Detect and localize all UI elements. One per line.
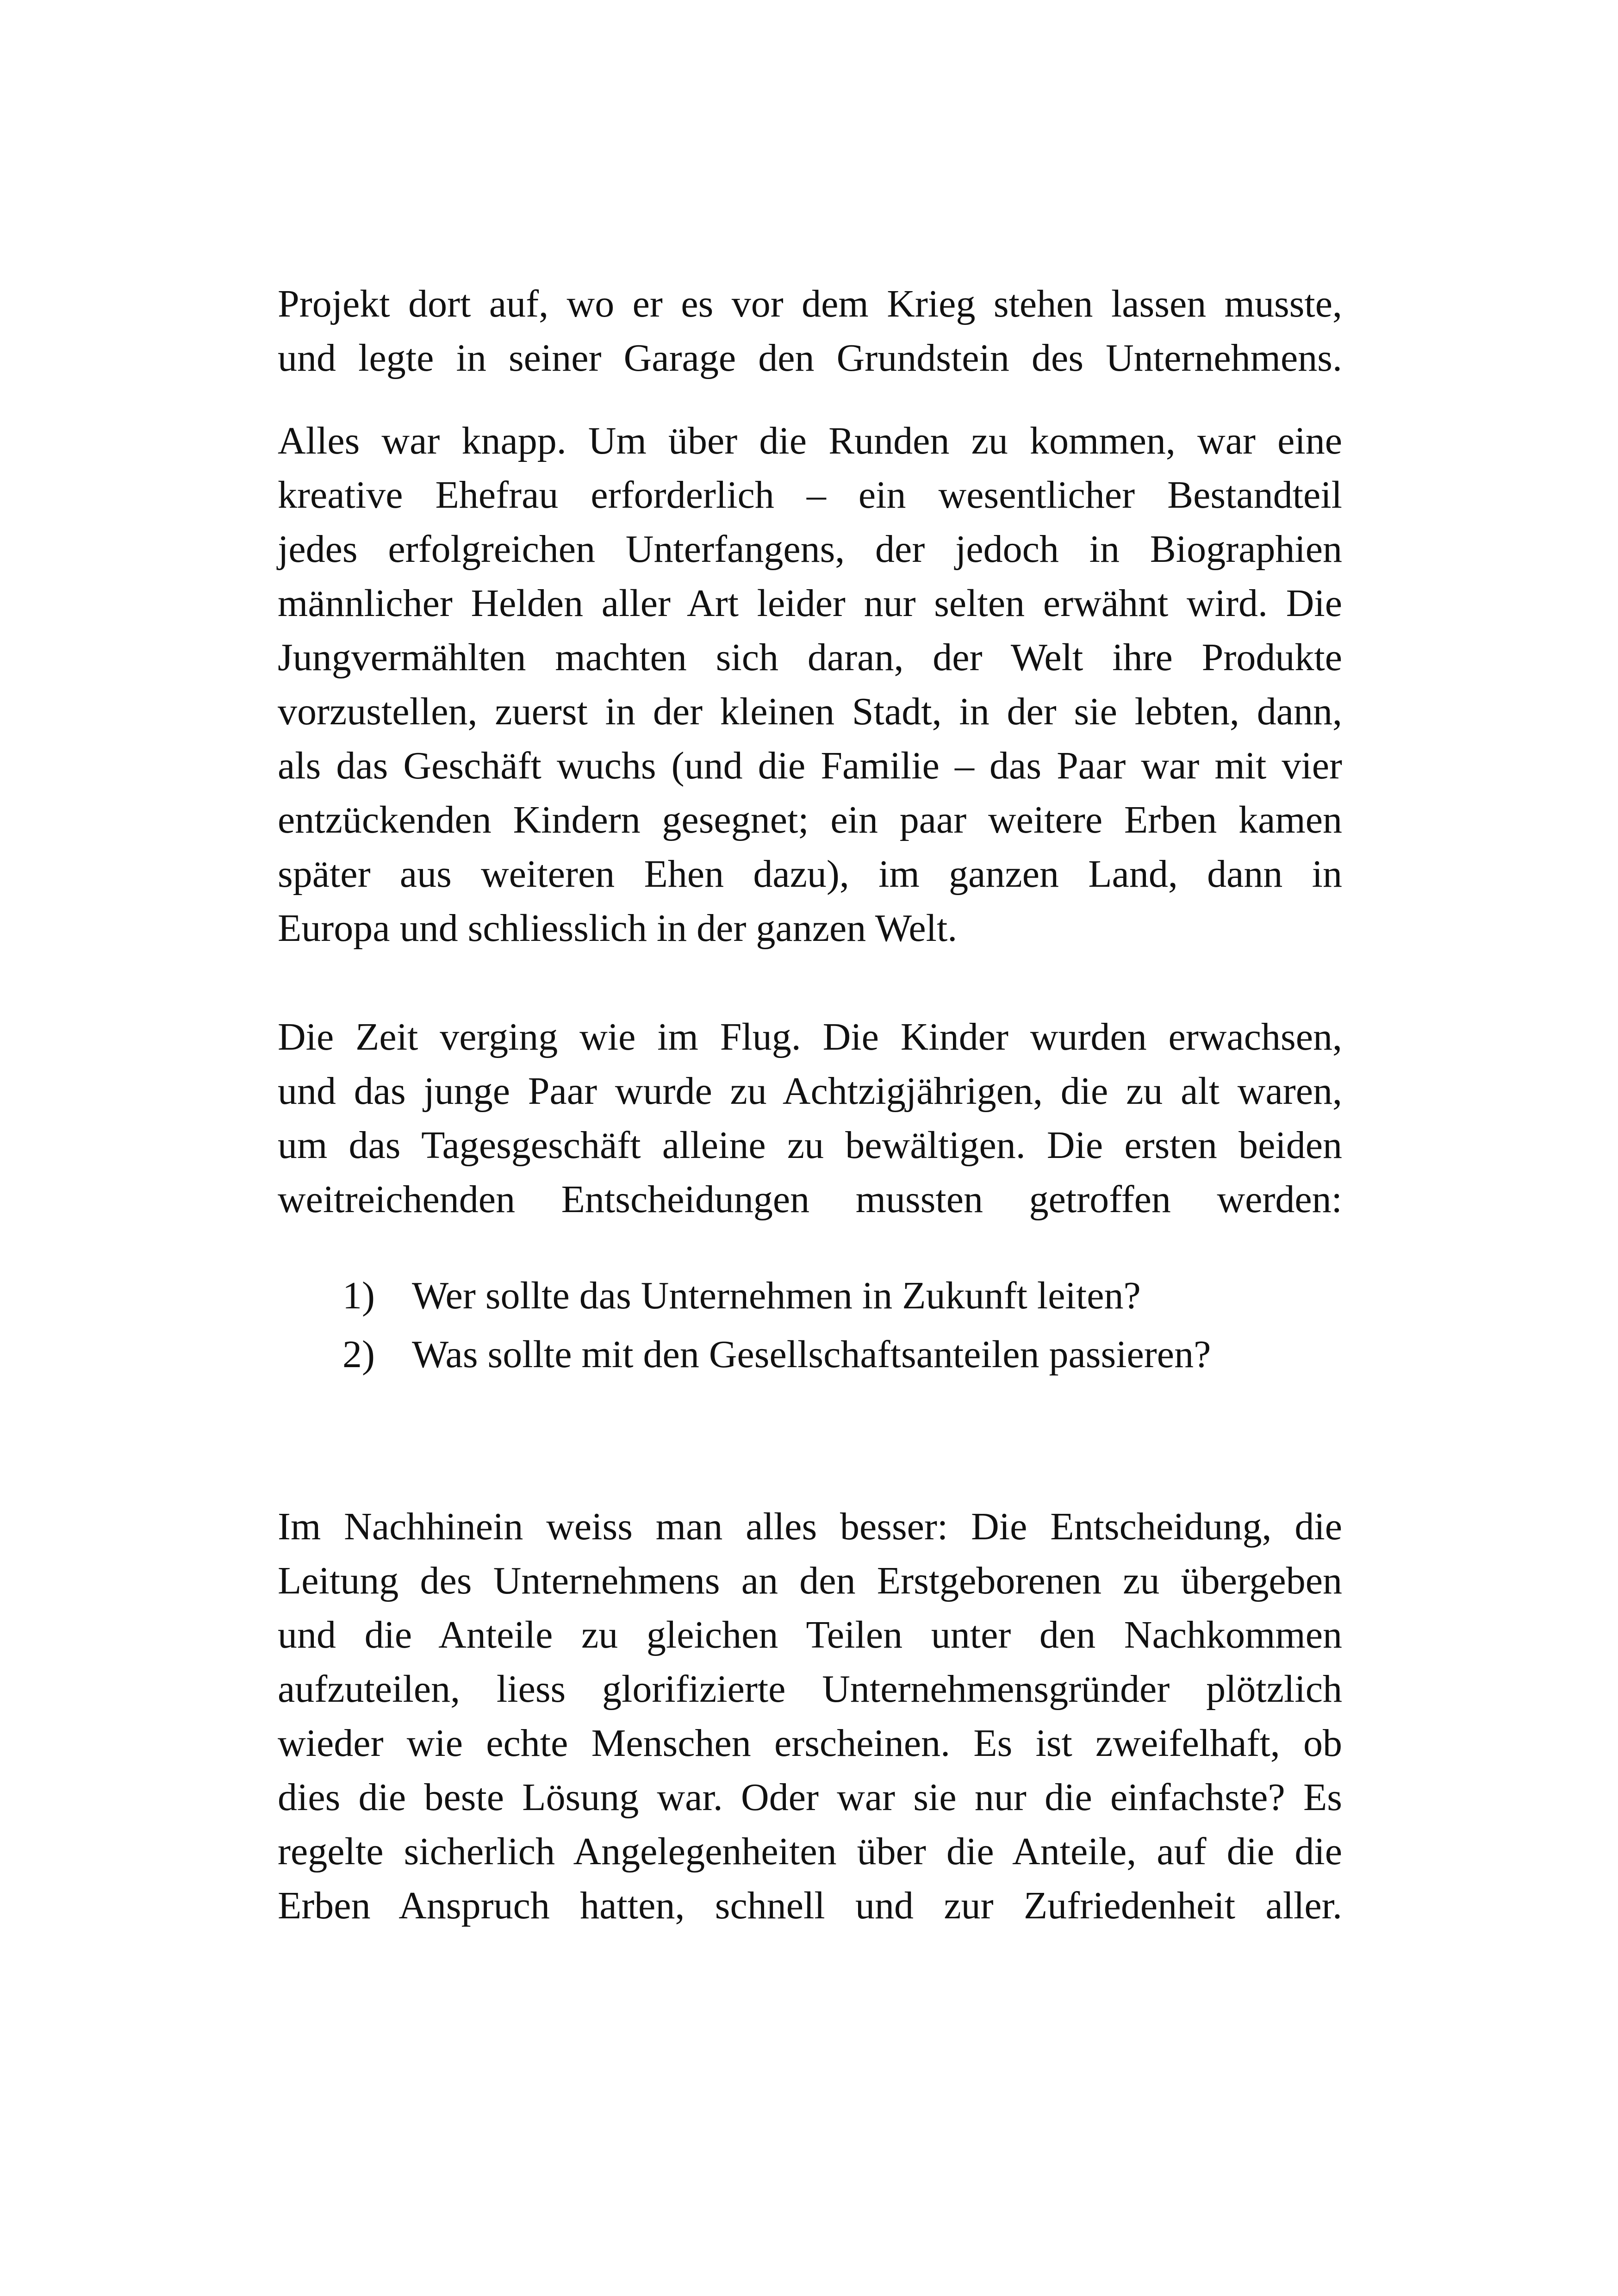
list-number: 1): [342, 1274, 375, 1317]
text-line: als das Geschäft wuchs (und die Familie – das Paar war mit vier: [278, 744, 1342, 787]
text-line: Alles war knapp. Um über die Runden zu kommen, war eine: [278, 419, 1342, 462]
list-item: [342, 1325, 1361, 1384]
text-line: aufzuteilen, liess glorifizierte Unternehmensgründer plötzlich: [278, 1668, 1342, 1711]
list-text: Wer sollte das Unternehmen in Zukunft leiten?: [412, 1274, 1141, 1317]
text-line: weitreichenden Entscheidungen mussten getroffen werden:: [278, 1178, 1342, 1221]
text-line: dies die beste Lösung war. Oder war sie nur die einfachste? Es: [278, 1776, 1342, 1819]
text-line: kreative Ehefrau erforderlich – ein wesentlicher Bestandteil: [278, 473, 1342, 516]
text-line: vorzustellen, zuerst in der kleinen Stadt, in der sie lebten, dann,: [278, 690, 1342, 733]
text-line: Projekt dort auf, wo er es vor dem Krieg stehen lassen musste,: [278, 282, 1342, 325]
text-line: Erben Anspruch hatten, schnell und zur Zufriedenheit aller.: [278, 1884, 1342, 1927]
text-line: Europa und schliesslich in der ganzen Welt.: [278, 907, 958, 950]
text-line: entzückenden Kindern gesegnet; ein paar weitere Erben kamen: [278, 798, 1342, 841]
paragraph-1: [278, 277, 1342, 385]
paragraph-2: [278, 414, 1342, 955]
text-line: später aus weiteren Ehen dazu), im ganzen Land, dann in: [278, 852, 1342, 896]
numbered-list: [342, 1266, 1361, 1384]
text-line: und die Anteile zu gleichen Teilen unter den Nachkommen: [278, 1613, 1342, 1656]
list-item: [342, 1266, 1361, 1325]
text-line: und legte in seiner Garage den Grundstein des Unternehmens.: [278, 336, 1342, 380]
text-line: männlicher Helden aller Art leider nur selten erwähnt wird. Die: [278, 582, 1342, 625]
paragraph-4: [278, 1500, 1342, 1933]
list-text: Was sollte mit den Gesellschaftsanteilen passieren?: [412, 1333, 1211, 1376]
text-line: Leitung des Unternehmens an den Erstgeborenen zu übergeben: [278, 1559, 1342, 1602]
text-line: regelte sicherlich Angelegenheiten über die Anteile, auf die die: [278, 1830, 1342, 1873]
text-line: wieder wie echte Menschen erscheinen. Es ist zweifelhaft, ob: [278, 1722, 1342, 1765]
list-number: 2): [342, 1333, 375, 1376]
text-line: und das junge Paar wurde zu Achtzigjährigen, die zu alt waren,: [278, 1070, 1342, 1113]
text-line: Die Zeit verging wie im Flug. Die Kinder wurden erwachsen,: [278, 1015, 1342, 1058]
text-line: Jungvermählten machten sich daran, der Welt ihre Produkte: [278, 636, 1342, 679]
text-line: jedes erfolgreichen Unterfangens, der jedoch in Biographien: [278, 528, 1342, 571]
text-line: Im Nachhinein weiss man alles besser: Die Entscheidung, die: [278, 1505, 1342, 1548]
text-line: um das Tagesgeschäft alleine zu bewältigen. Die ersten beiden: [278, 1124, 1342, 1167]
paragraph-3: [278, 1010, 1342, 1226]
